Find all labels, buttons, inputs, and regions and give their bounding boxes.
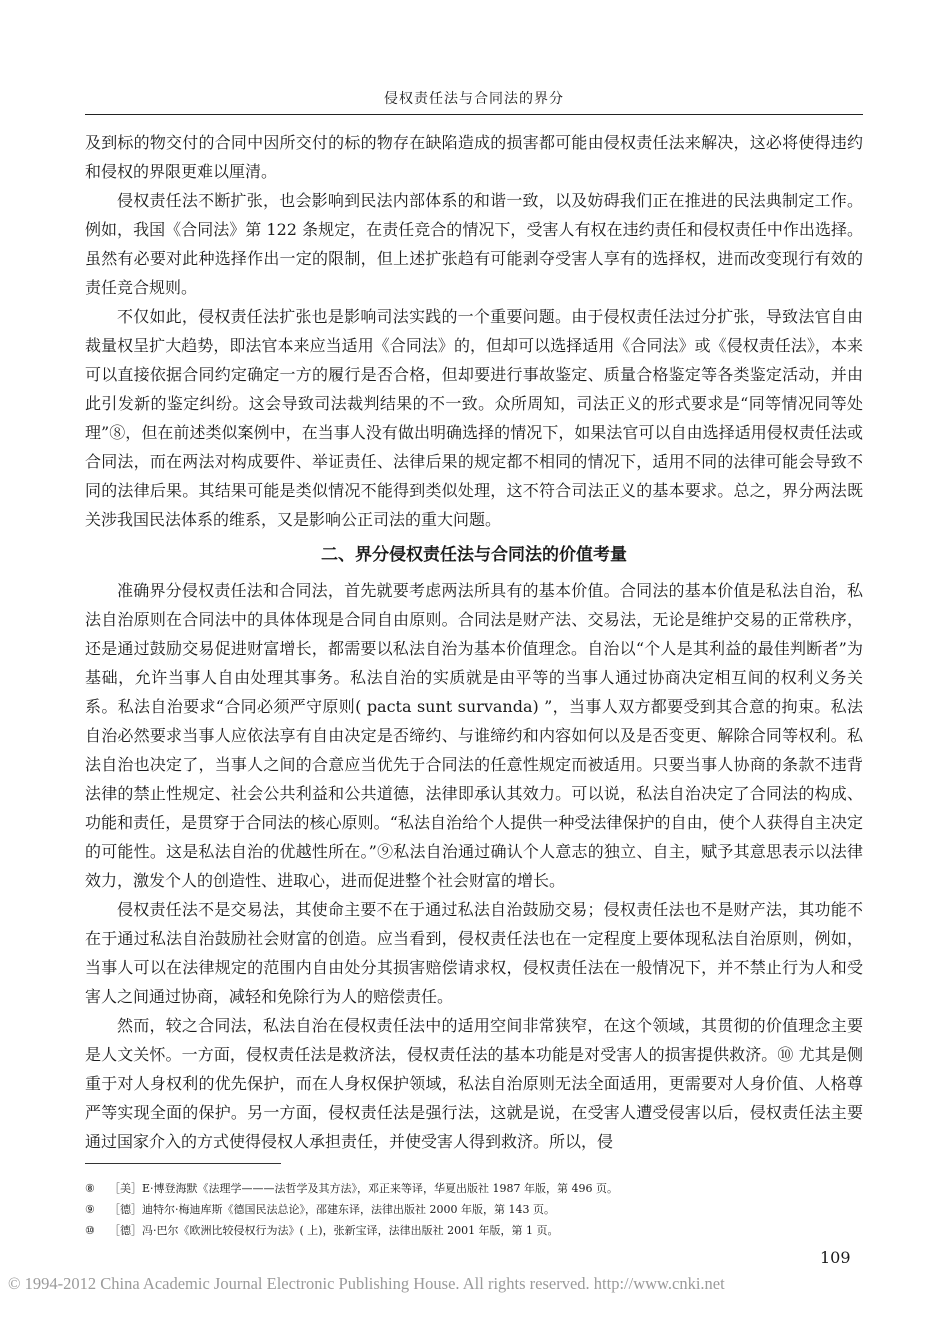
footnote-mark: ⑨ — [85, 1203, 95, 1216]
footnote-mark: ⑧ — [85, 1182, 95, 1195]
article-body — [85, 128, 863, 1156]
footnote-text: ［美］E·博登海默《法理学———法哲学及其方法》，邓正来等译，华夏出版社 1987 年版，第 496 页。 — [109, 1182, 618, 1195]
paragraph: 准确界分侵权责任法和合同法，首先就要考虑两法所具有的基本价值。合同法的基本价值是私法自治，私法自治原则在合同法中的具体体现是合同自由原则。合同法是财产法、交易法，无论是维护交易的正常秩序，还是通过鼓励交易促进财富增长，都需要以私法自治为基本价值理念。自治以“个人是其利益的最佳判断者”为基础，允许当事人自由处理其事务。私法自治的实质就是由平等的当事人通过协商决定相互间的权利义务关系。私法自治要求“合同必须严守原则( pacta sunt survanda) ”，当事人双方都要受到其合意的拘束。私法自治必然要求当事人应依法享有自由决定是否缔约、与谁缔约和内容如何以及是否变更、解除合同等权利。私法自治也决定了，当事人之间的合意应当优先于合同法的任意性规定而被适用。只要当事人协商的条款不违背法律的禁止性规定、社会公共利益和公共道德，法律即承认其效力。可以说，私法自治决定了合同法的构成、功能和责任，是贯穿于合同法的核心原则。“私法自治给个人提供一种受法律保护的自由，使个人获得自主决定的可能性。这是私法自治的优越性所在。”⑨私法自治通过确认个人意志的独立、自主，赋予其意思表示以法律效力，激发个人的创造性、进取心，进而促进整个社会财富的增长。 — [85, 581, 863, 890]
paragraph: 侵权责任法不断扩张，也会影响到民法内部体系的和谐一致，以及妨碍我们正在推进的民法典制定工作。例如，我国《合同法》第 122 条规定，在责任竞合的情况下，受害人有权在违约责任和侵权责任中作出选择。虽然有必要对此种选择作出一定的限制，但上述扩张趋有可能剥夺受害人享有的选择权，进而改变现行有效的责任竞合规则。 — [85, 191, 863, 297]
paragraph: 及到标的物交付的合同中因所交付的标的物存在缺陷造成的损害都可能由侵权责任法来解决，这必将使得违约和侵权的界限更难以厘清。 — [85, 133, 863, 181]
copyright-line: © 1994-2012 China Academic Journal Electronic Publishing House. All rights reserved. http://www.cnki.net — [8, 1274, 725, 1293]
page-number: 109 — [820, 1248, 851, 1267]
header-rule — [85, 114, 863, 115]
footnotes — [85, 1178, 863, 1241]
footnote — [85, 1178, 863, 1199]
footnote — [85, 1220, 863, 1241]
footnote-text: ［德］冯·巴尔《欧洲比较侵权行为法》( 上)，张新宝译，法律出版社 2001 年版，第 1 页。 — [109, 1224, 559, 1237]
paragraph: 不仅如此，侵权责任法扩张也是影响司法实践的一个重要问题。由于侵权责任法过分扩张，导致法官自由裁量权呈扩大趋势，即法官本来应当适用《合同法》的，但却可以选择适用《合同法》或《侵权责任法》，本来可以直接依据合同约定确定一方的履行是否合格，但却要进行事故鉴定、质量合格鉴定等各类鉴定活动，并由此引发新的鉴定纠纷。这会导致司法裁判结果的不一致。众所周知，司法正义的形式要求是“同等情况同等处理”⑧，但在前述类似案例中，在当事人没有做出明确选择的情况下，如果法官可以自由选择适用侵权责任法或合同法，而在两法对构成要件、举证责任、法律后果的规定都不相同的情况下，适用不同的法律可能会导致不同的法律后果。其结果可能是类似情况不能得到类似处理，这不符合司法正义的基本要求。总之，界分两法既关涉我国民法体系的维系，又是影响公正司法的重大问题。 — [85, 307, 863, 529]
footnote-mark: ⑩ — [85, 1224, 95, 1237]
footnote — [85, 1199, 863, 1220]
running-header: 侵权责任法与合同法的界分 — [384, 91, 564, 107]
paragraph: 然而，较之合同法，私法自治在侵权责任法中的适用空间非常狭窄，在这个领域，其贯彻的价值理念主要是人文关怀。一方面，侵权责任法是救济法，侵权责任法的基本功能是对受害人的损害提供救济。⑩ 尤其是侧重于对人身权利的优先保护，而在人身权保护领域，私法自治原则无法全面适用，更需要对人身价值、人格尊严等实现全面的保护。另一方面，侵权责任法是强行法，这就是说，在受害人遭受侵害以后，侵权责任法主要通过国家介入的方式使得侵权人承担责任，并使受害人得到救济。所以，侵 — [85, 1016, 863, 1151]
footnote-rule — [85, 1163, 281, 1164]
footnote-text: ［德］迪特尔·梅迪库斯《德国民法总论》，邵建东译，法律出版社 2000 年版，第 143 页。 — [109, 1203, 555, 1216]
paragraph: 侵权责任法不是交易法，其使命主要不在于通过私法自治鼓励交易；侵权责任法也不是财产法，其功能不在于通过私法自治鼓励社会财富的创造。应当看到，侵权责任法也在一定程度上要体现私法自治原则，例如，当事人可以在法律规定的范围内自由处分其损害赔偿请求权，侵权责任法在一般情况下，并不禁止行为人和受害人之间通过协商，减轻和免除行为人的赔偿责任。 — [85, 900, 863, 1006]
section-heading: 二、界分侵权责任法与合同法的价值考量 — [321, 545, 627, 565]
